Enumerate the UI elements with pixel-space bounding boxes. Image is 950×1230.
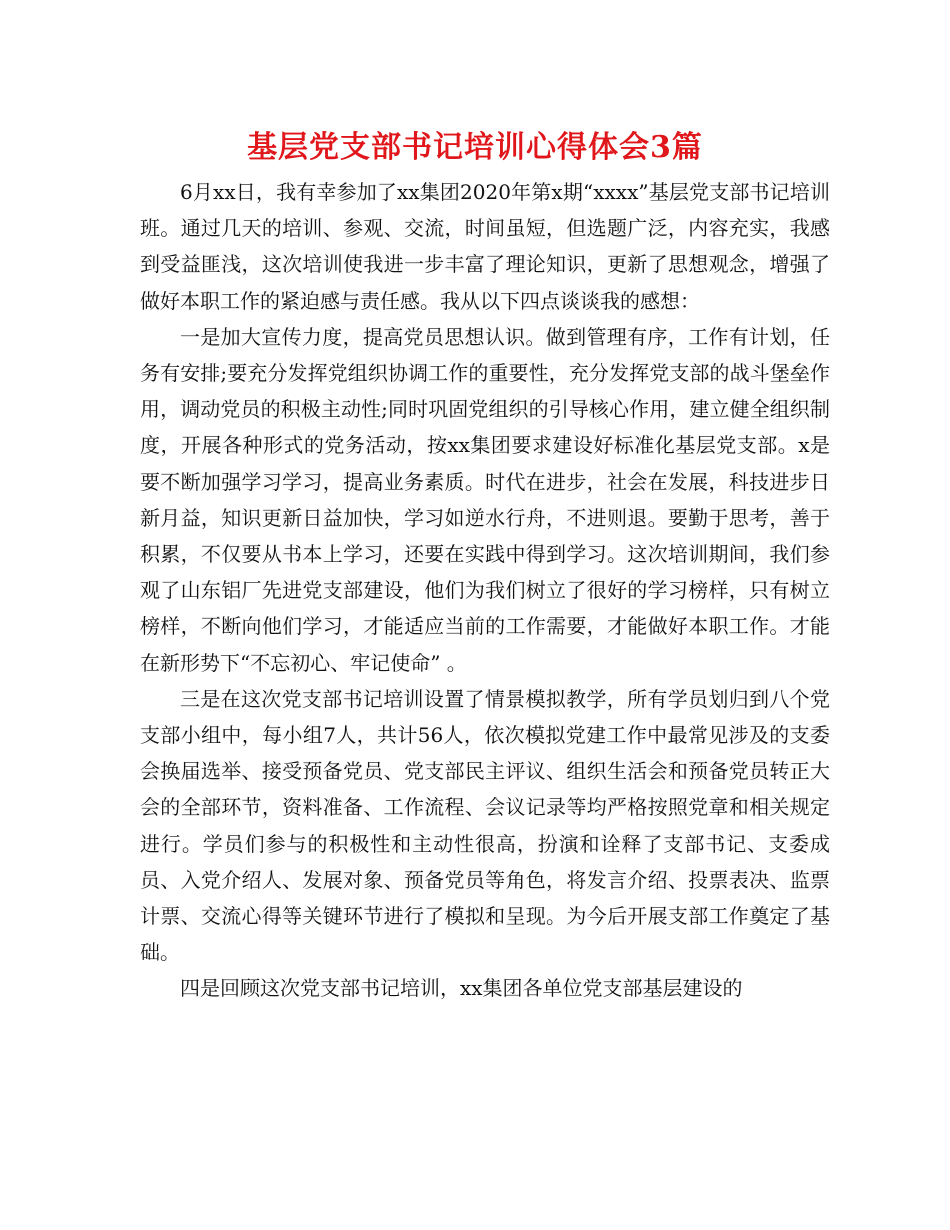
paragraph-point-one: 一是加大宣传力度，提高党员思想认识。做到管理有序，工作有计划，任务有安排;要充分发挥党组织协调工作的重要性，充分发挥党支部的战斗堡垒作用，调动党员的积极主动性;同时巩固党组织的引导核心作用，建立健全组织制度，开展各种形式的党务活动，按xx集团要求建设好标准化基层党支部。x是要不断加强学习学习，提高业务素质。时代在进步，社会在发展，科技进步日新月益，知识更新日益加快，学习如逆水行舟，不进则退。要勤于思考，善于积累，不仅要从书本上学习，还要在实践中得到学习。这次培训期间，我们参观了山东铝厂先进党支部建设，他们为我们树立了很好的学习榜样，只有树立榜样，不断向他们学习，才能适应当前的工作需要，才能做好本职工作。才能在新形势下“不忘初心、牢记使命” 。: [140, 324, 830, 675]
document-title: 基层党支部书记培训心得体会3篇: [247, 130, 703, 165]
document-body: [140, 174, 830, 1007]
paragraph-point-three: 三是在这次党支部书记培训设置了情景模拟教学，所有学员划归到八个党支部小组中，每小组7人，共计56人，依次模拟党建工作中最常见涉及的支委会换届选举、接受预备党员、党支部民主评议、组织生活会和预备党员转正大会的全部环节，资料准备、工作流程、会议记录等均严格按照党章和相关规定进行。学员们参与的积极性和主动性很高，扮演和诠释了支部书记、支委成员、入党介绍人、发展对象、预备党员等角色，将发言介绍、投票表决、监票计票、交流心得等关键环节进行了模拟和呈现。为今后开展支部工作奠定了基础。: [140, 686, 830, 965]
paragraph-intro: 6月xx日，我有幸参加了xx集团2020年第x期“xxxx”基层党支部书记培训班。通过几天的培训、参观、交流，时间虽短，但选题广泛，内容充实，我感到受益匪浅，这次培训使我进一步丰富了理论知识，更新了思想观念，增强了做好本职工作的紧迫感与责任感。我从以下四点谈谈我的感想：: [140, 180, 830, 313]
paragraph-point-four: 四是回顾这次党支部书记培训，xx集团各单位党支部基层建设的: [180, 976, 743, 1001]
